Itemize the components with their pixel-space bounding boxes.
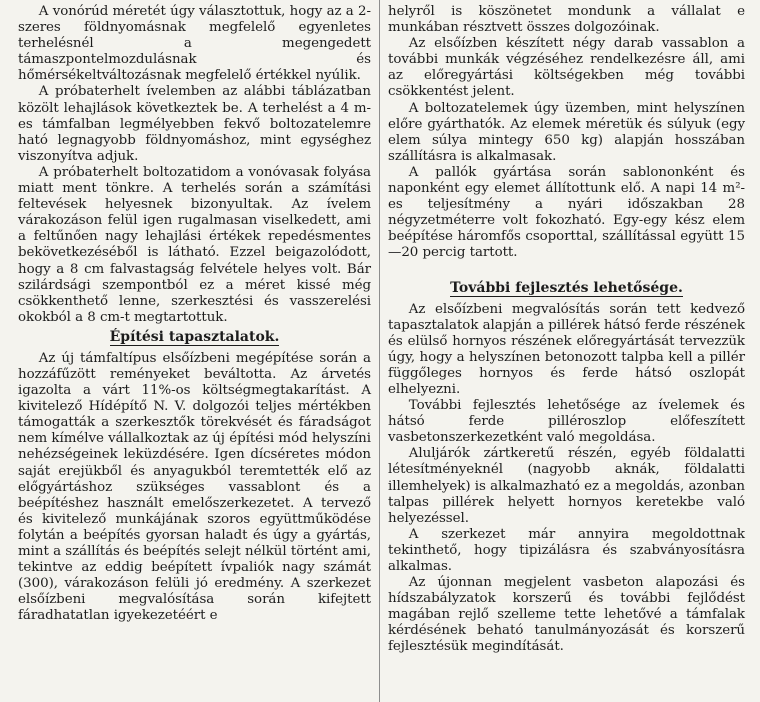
paragraph: További fejlesztés lehetősége az ívelemek és hátsó ferde pilléroszlop előfeszített vasbetonszerkezetként való megoldása. xyxy=(388,398,745,446)
section-heading xyxy=(388,280,745,297)
section-heading-text: Építési tapasztalatok. xyxy=(109,328,280,345)
paragraph-continuation: helyről is köszönetet mondunk a vállalat e munkában résztvett összes dolgozóinak. xyxy=(388,4,745,36)
right-column xyxy=(388,4,745,656)
column-divider xyxy=(379,0,380,702)
section-heading-text: További fejlesztés lehetősége. xyxy=(450,279,683,296)
left-column xyxy=(18,4,371,624)
paragraph: Az új támfaltípus elsőízbeni megépítése során a hozzáfűzött reményeket beváltotta. Az árvetés igazolta a várt 11%-os költségmegtakarítást. A kivitelező Hídépítő N. V. dolgozói teljes mértékben támogatták a szerkesztők törekvését és fáradságot nem kímélve vállalkoztak az új építési mód helyszíni nehézségeinek leküzdésére. Igen dícséretes módon saját erejükből és anyagukból teremtették elő az előgyártáshoz szükséges vassablont és a beépítéshez használt emelőszerkezetet. A tervező és kivitelező munkájának szoros együttműködése folytán a beépítés gyorsan haladt és úgy a gyártás, mint a szállítás és beépítés selejt nélkül történt ami, tekintve az eddig beépített ívpaliók nagy számát (300), várakozáson felüli jó eredmény. A szerkezet elsőízbeni megvalósítása során kifejtett fáradhatatlan igyekezetéért e xyxy=(18,350,371,624)
paragraph: Az újonnan megjelent vasbeton alapozási és hídszabályzatok korszerű és további fejlődést magában rejlő szelleme tette lehetővé a támfalak kérdésének beható tanulmányozását és korszerű fejlesztésük megindítását. xyxy=(388,575,745,655)
section-heading xyxy=(18,329,371,346)
paragraph: A szerkezet már annyira megoldottnak tekinthető, hogy tipizálásra és szabványosításra alkalmas. xyxy=(388,526,745,574)
paragraph: Az elsőízben készített négy darab vassablon a további munkák végzéséhez rendelkezésre áll, ami az előregyártási költségekben még további csökkentést jelent. xyxy=(388,36,745,100)
paragraph: Az elsőízbeni megvalósítás során tett kedvező tapasztalatok alapján a pillérek hátsó ferde részének és elülső hornyos részének előregyártását tervezzük úgy, hogy a helyszínen betonozott talpba kell a pillér függőleges hornyos és ferde hátsó oszlopát elhelyezni. xyxy=(388,301,745,397)
paragraph: A boltozatelemek úgy üzemben, mint helyszínen előre gyárthatók. Az elemek méretük és súlyuk (egy elem súlya mintegy 650 kg) alapján hosszában szállításra is alkalmasak. xyxy=(388,100,745,164)
paragraph: A vonórúd méretét úgy választottuk, hogy az a 2-szeres földnyomásnak megfelelő egyenletes terhelésnél a megengedett támaszpontelmozdulásnak és hőmérsékeltváltozásnak megfelelő értékkel nyúlik. xyxy=(18,4,371,84)
paragraph: A pallók gyártása során sablononként és naponként egy elemet állítottunk elő. A napi 14 m²-es teljesítmény a nyári időszakban 28 négyzetméterre volt fokozható. Egy-egy kész elem beépítése háromfős csoporttal, szállítással együtt 15—20 percig tartott. xyxy=(388,164,745,261)
paragraph: A próbaterhelt boltozatidom a vonóvasak folyása miatt ment tönkre. A terhelés során a számítási feltevések helyesnek bizonyultak. Az ívelem várakozáson felül igen rugalmasan viselkedett, ami a feltűnően nagy lehajlási értékek repedésmentes bekövetkezéséből is látható. Ezzel beigazolódott, hogy a 8 cm falvastagság felvétele helyes volt. Bár szilárdsági szempontból ez a méret kissé még csökkenthető lenne, szerkesztési és vasszerelési okokból a 8 cm-t megtartottuk. xyxy=(18,164,371,325)
paragraph: A próbaterhelt ívelemben az alábbi táblázatban közölt lehajlások következtek be. A terhelést a 4 m-es támfalban legmélyebben fekvő boltozatelemre ható legnagyobb földnyomáshoz, mint egységhez viszonyítva adjuk. xyxy=(18,84,371,164)
paragraph: Aluljárók zártkeretű részén, egyéb földalatti létesítményeknél (nagyobb aknák, földalatti illemhelyek) is alkalmazható ez a megoldás, azonban talpas pillérek helyett hornyos keretekbe való helyezéssel. xyxy=(388,446,745,526)
